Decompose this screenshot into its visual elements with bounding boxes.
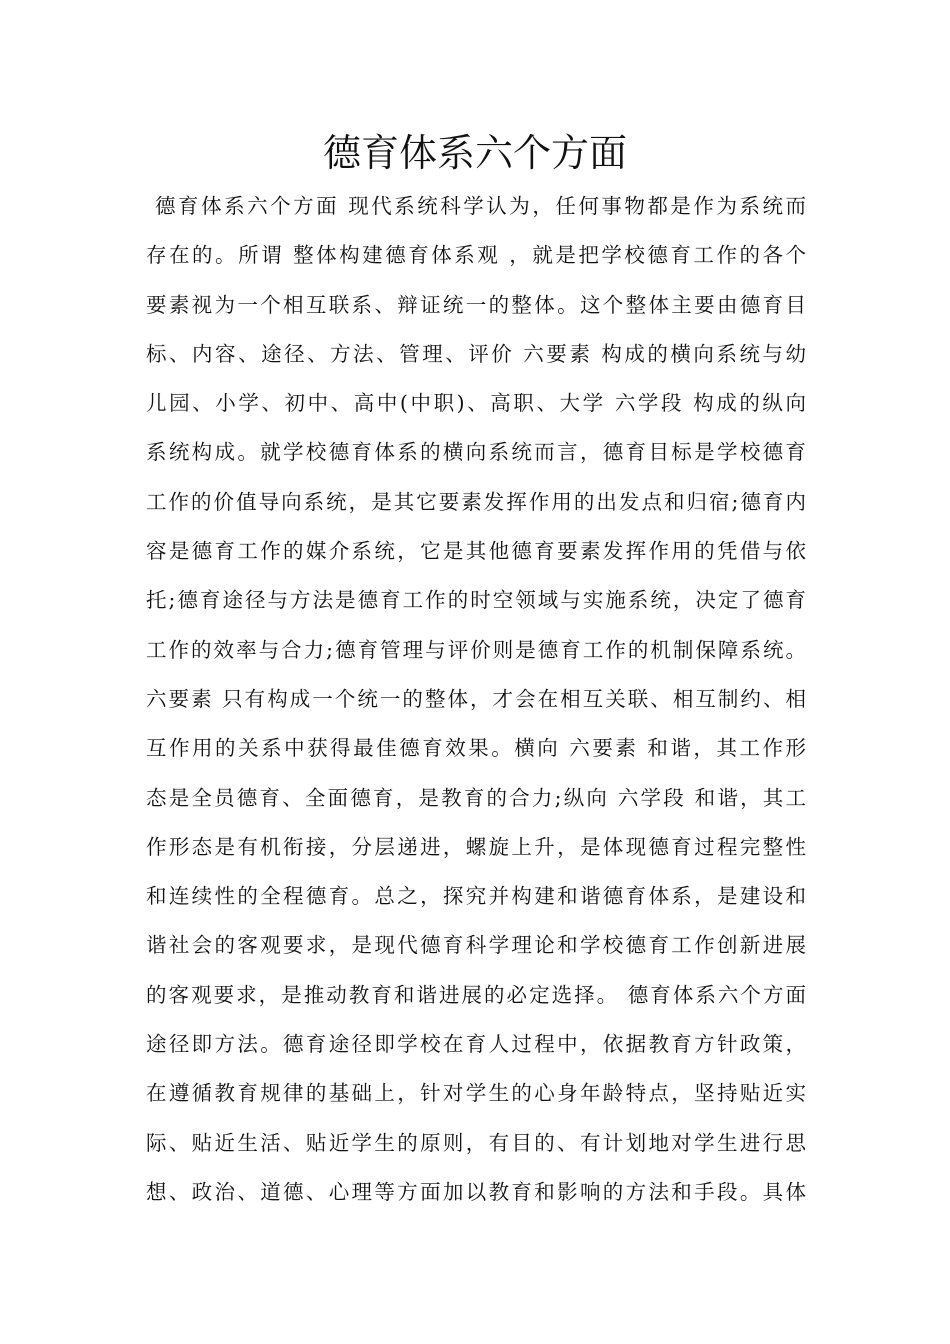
body-line: 和连续性的全程德育。总之，探究并构建和谐德育体系，是建设和 xyxy=(146,884,806,909)
body-line: 容是德育工作的媒介系统，它是其他德育要素发挥作用的凭借与依 xyxy=(146,539,806,564)
body-line: 谐社会的客观要求，是现代德育科学理论和学校德育工作创新进展 xyxy=(146,933,806,958)
body-line: 六要素 只有构成一个统一的整体，才会在相互关联、相互制约、相 xyxy=(146,686,806,711)
body-line: 存在的。所谓 整体构建德育体系观 ，就是把学校德育工作的各个 xyxy=(146,243,806,268)
body-line: 工作的价值导向系统，是其它要素发挥作用的出发点和归宿;德育内 xyxy=(146,489,806,514)
body-line: 托;德育途径与方法是德育工作的时空领域与实施系统，决定了德育 xyxy=(146,588,806,613)
body-line: 工作的效率与合力;德育管理与评价则是德育工作的机制保障系统。 xyxy=(146,637,806,662)
body-line: 的客观要求，是推动教育和谐进展的必定选择。 德育体系六个方面 xyxy=(146,982,806,1007)
body-line: 态是全员德育、全面德育，是教育的合力;纵向 六学段 和谐，其工 xyxy=(146,785,806,810)
body-line: 要素视为一个相互联系、辩证统一的整体。这个整体主要由德育目 xyxy=(146,292,806,317)
body-line: 儿园、小学、初中、高中(中职)、高职、大学 六学段 构成的纵向 xyxy=(146,391,806,416)
body-line: 作形态是有机衔接，分层递进，螺旋上升，是体现德育过程完整性 xyxy=(146,834,806,859)
document-body xyxy=(146,182,806,1217)
body-line: 途径即方法。德育途径即学校在育人过程中，依据教育方针政策， xyxy=(146,1032,806,1057)
body-line: 想、政治、道德、心理等方面加以教育和影响的方法和手段。具体 xyxy=(146,1179,806,1204)
body-line: 标、内容、途径、方法、管理、评价 六要素 构成的横向系统与幼 xyxy=(146,341,806,366)
body-line: 德育体系六个方面 现代系统科学认为，任何事物都是作为系统而 xyxy=(146,194,806,218)
body-line: 在遵循教育规律的基础上，针对学生的心身年龄特点，坚持贴近实 xyxy=(146,1081,806,1106)
body-line: 系统构成。就学校德育体系的横向系统而言，德育目标是学校德育 xyxy=(146,440,806,465)
body-line: 互作用的关系中获得最佳德育效果。横向 六要素 和谐，其工作形 xyxy=(146,736,806,761)
document-title: 德育体系六个方面 xyxy=(322,131,627,175)
body-line: 际、贴近生活、贴近学生的原则，有目的、有计划地对学生进行思 xyxy=(146,1130,806,1155)
